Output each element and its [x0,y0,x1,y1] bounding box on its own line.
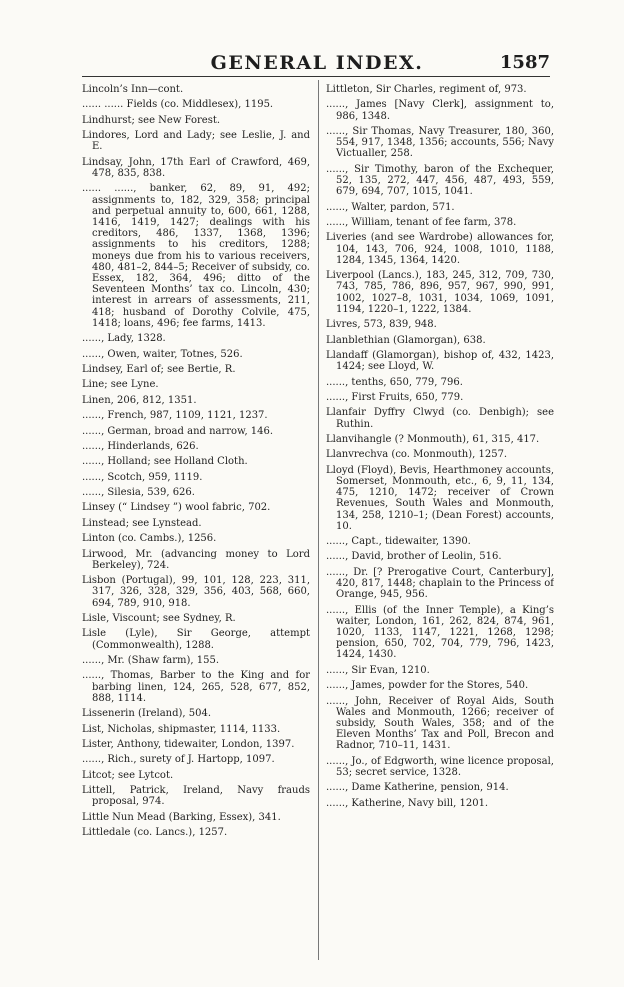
index-entry: ......, Jo., of Edgworth, wine licence proposal, 53; secret service, 1328. [326,755,554,779]
index-entry: Lincoln’s Inn—cont. [82,84,184,95]
index-entry: Lissenerin (Ireland), 504. [82,708,212,720]
index-entry: Liveries (and see Wardrobe) allowances for, 104, 143, 706, 924, 1008, 1010, 1188, 1284, 1345, 1364, 1420. [326,232,554,266]
index-entry: ......, James, powder for the Stores, 540. [326,680,529,692]
index-entry: Line; see Lyne. [82,379,159,391]
index-entry: Litcot; see Lytcot. [82,769,174,781]
index-entry: ......, Ellis (of the Inner Temple), a King’s waiter, London, 161, 262, 824, 874, 961, 1020, 1133, 1147, 1221, 1268, 1298; pension, 650, 702, 704, 779, 796, 1423, 1424, 1430. [326,604,554,661]
index-entry: Lindhurst; see New Forest. [82,114,221,126]
index-entry: Livres, 573, 839, 948. [326,319,437,331]
index-entry: Linsey (“ Lindsey ”) wool fabric, 702. [82,502,271,514]
index-entry: ......, Hinderlands, 626. [82,440,199,452]
index-entry: Littledale (co. Lancs.), 1257. [82,827,228,839]
index-entry: ......, Sir Thomas, Navy Treasurer, 180, 360, 554, 917, 1348, 1356; accounts, 556; Navy Victualler, 258. [326,125,554,160]
index-entry: Lloyd (Floyd), Bevis, Hearthmoney accounts, Somerset, Monmouth, etc., 6, 9, 11, 134, 475, 1210, 1472; receiver of Crown Revenues, South Wales and Monmouth, 134, 258, 1210–1; (Dean Forest) accounts, 10. [326,464,554,532]
index-entry: ......, John, Receiver of Royal Aids, South Wales and Monmouth, 1266; receiver of subsidy, South Wales, 358; and of the Eleven Months’ Tax and Poll, Brecon and Radnor, 710–11, 1431. [326,695,554,752]
index-entry: ......, Owen, waiter, Totnes, 526. [82,348,243,360]
index-entry: ......, Lady, 1328. [82,333,166,345]
index-entry: ......, First Fruits, 650, 779. [326,391,464,403]
index-entry: ......, Walter, pardon, 571. [326,201,455,213]
index-entry: Lister, Anthony, tidewaiter, London, 1397. [82,739,295,750]
index-entry: ......, Silesia, 539, 626. [82,487,195,499]
index-entry: Llanvihangle (? Monmouth), 61, 315, 417. [326,433,540,445]
index-entry: ......, Dame Katherine, pension, 914. [326,782,509,794]
index-entry: Lisle, Viscount; see Sydney, R. [82,613,236,625]
header-rule [82,76,550,77]
index-entry: ......, German, broad and narrow, 146. [82,425,274,437]
index-entry: Llanfair Dyffry Clwyd (co. Denbigh); see Ruthin. [326,407,554,430]
page-header [84,52,550,76]
index-entry: ......, Sir Evan, 1210. [326,664,430,676]
index-entry: ......, David, brother of Leolin, 516. [326,551,502,563]
index-entry: ......, French, 987, 1109, 1121, 1237. [82,410,268,422]
index-entry: Llanblethian (Glamorgan), 638. [326,334,486,346]
index-entry: Lisle (Lyle), Sir George, attempt (Commonwealth), 1288. [82,628,310,651]
index-entry: Lindores, Lord and Lady; see Leslie, J. and E. [82,130,310,153]
index-entry: ...... ...... Fields (co. Middlesex), 1195. [82,99,274,111]
index-entry: ......, Holland; see Holland Cloth. [82,456,248,468]
index-entry: Littleton, Sir Charles, regiment of, 973. [326,84,527,95]
index-entry: ......, Dr. [? Prerogative Court, Canterbury], 420, 817, 1448; chaplain to the Princess of Orange, 945, 956. [326,566,554,601]
index-entry: Littell, Patrick, Ireland, Navy frauds proposal, 974. [82,785,310,808]
index-entry: ......, tenths, 650, 779, 796. [326,376,463,388]
index-entry: ......, Capt., tidewaiter, 1390. [326,536,471,548]
index-entry: Lindsey, Earl of; see Bertie, R. [82,363,236,375]
right-column [326,84,554,974]
index-entry: ......, Scotch, 959, 1119. [82,471,203,483]
column-divider [318,80,319,960]
index-entry: ......, William, tenant of fee farm, 378. [326,216,517,228]
index-entry: Lisbon (Portugal), 99, 101, 128, 223, 311, 317, 326, 328, 329, 356, 403, 568, 660, 694, 789, 910, 918. [82,575,310,609]
index-entry: Llandaff (Glamorgan), bishop of, 432, 1423, 1424; see Lloyd, W. [326,349,554,373]
index-entry: ......, James [Navy Clerk], assignment to, 986, 1348. [326,99,554,122]
page-number: 1587 [499,52,550,73]
index-entry: Linton (co. Cambs.), 1256. [82,533,217,545]
index-entry: Liverpool (Lancs.), 183, 245, 312, 709, 730, 743, 785, 786, 896, 957, 967, 990, 991, 1002, 1027–8, 1031, 1034, 1069, 1091, 1194, 1220–1, 1222, 1384. [326,270,554,315]
index-entry: Llanvrechva (co. Monmouth), 1257. [326,449,508,461]
index-entry: ......, Thomas, Barber to the King and for barbing linen, 124, 265, 528, 677, 852, 888, 1114. [82,670,310,704]
index-entry: ......, Mr. (Shaw farm), 155. [82,655,220,667]
index-entry: ......, Katherine, Navy bill, 1201. [326,797,489,809]
running-title: GENERAL INDEX. [210,52,424,74]
index-entry: Linstead; see Lynstead. [82,517,202,529]
index-entry: Little Nun Mead (Barking, Essex), 341. [82,811,281,823]
index-entry: ......, Rich., surety of J. Hartopp, 1097. [82,754,275,766]
index-entry: ......, Sir Timothy, baron of the Exchequer, 52, 135, 272, 447, 456, 487, 493, 559, 679, 694, 707, 1015, 1041. [326,163,554,198]
index-entry: List, Nicholas, shipmaster, 1114, 1133. [82,723,281,735]
index-entry: Lindsay, John, 17th Earl of Crawford, 469, 478, 835, 838. [82,156,310,179]
index-entry: ...... ......, banker, 62, 89, 91, 492; assignments to, 182, 329, 358; principal and perpetual annuity to, 600, 661, 1288, 1416, 1419, 1427; dealings with his creditors, 486, 1337, 1368, 1396; assignments to his creditors, 1288; moneys due from his to various receivers, 480, 481–2, 844–5; Receiver of subsidy, co. Essex, 182, 364, 496; ditto of the Seventeen Months’ tax co. Lincoln, 430; interest in arrears of assessments, 211, 418; husband of Dorothy Colvile, 475, 1418; loans, 496; fee farms, 1413. [82,183,310,329]
index-entry: Lirwood, Mr. (advancing money to Lord Berkeley), 724. [82,548,310,571]
left-column [82,84,310,974]
index-entry: Linen, 206, 812, 1351. [82,394,197,406]
